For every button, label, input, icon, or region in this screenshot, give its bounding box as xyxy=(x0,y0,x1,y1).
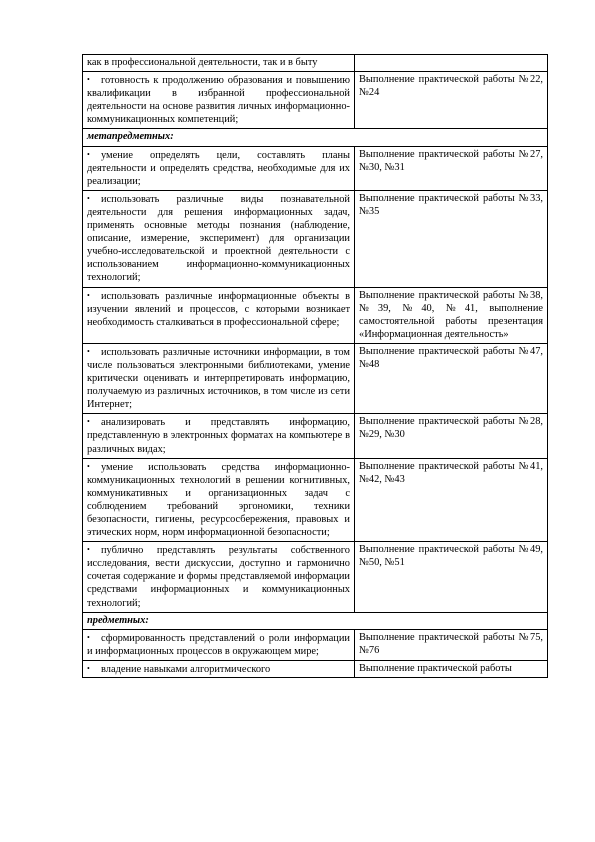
table-row xyxy=(83,458,548,542)
section-heading: метапредметных: xyxy=(83,129,548,146)
competence-text: как в профессиональной деятельности, так и в быту xyxy=(87,57,318,68)
assessment-cell xyxy=(355,146,548,190)
competence-text: использовать различные источники информации, в том числе пользоваться электронными библиотеками, умение критически оценивать и интерпретировать информацию, получаемую из различных источников, в том числе из сети Интернет; xyxy=(87,346,350,411)
bullet-icon: • xyxy=(87,290,90,300)
cut-line xyxy=(87,662,350,675)
assessment-cell xyxy=(355,287,548,343)
competence-text: готовность к продолжению образования и повышению квалификации в избранной профессиональной деятельности на основе развития личных информационно-коммуникационных компетенций; xyxy=(87,75,350,126)
assessment-text: Выполнение практической работы №75, №76 xyxy=(359,631,543,656)
assessment-cell xyxy=(355,629,548,660)
cut-line xyxy=(359,662,543,675)
assessment-cell xyxy=(355,55,548,72)
table-row xyxy=(83,660,548,677)
competence-text: использовать различные информационные объекты в изучении явлений и процессов, с которыми возникает необходимость сталкиваться в профессиональной сфере; xyxy=(87,290,350,328)
bullet-icon: • xyxy=(87,461,90,471)
competence-text: публично представлять результаты собственного исследования, вести дискуссии, доступно и гармонично сочетая содержание и формы представляемой информации средствами информационных и коммуникационных технологий; xyxy=(87,545,350,609)
competence-text: анализировать и представлять информацию, представленную в электронных форматах на компьютере в различных видах; xyxy=(87,417,350,455)
competence-cell xyxy=(83,343,355,413)
assessment-cell xyxy=(355,343,548,413)
assessment-cell xyxy=(355,72,548,129)
competence-text: использовать различные виды познавательной деятельности для решения информационных задач, применять основные методы познания (наблюдение, описание, измерение, эксперимент) для организации учебно-исследовательской и проектной деятельности с использованием информационно-коммуникационных технологий; xyxy=(87,193,350,284)
assessment-cell xyxy=(355,660,548,677)
competence-cell xyxy=(83,629,355,660)
assessment-text: Выполнение практической работы №41, №42, №43 xyxy=(359,460,543,485)
competence-cell xyxy=(83,414,355,458)
table-row xyxy=(83,343,548,413)
table-row xyxy=(83,629,548,660)
assessment-text: Выполнение практической работы №33, №35 xyxy=(359,192,543,217)
section-heading: предметных: xyxy=(83,612,548,629)
table-row xyxy=(83,190,548,287)
competence-cell xyxy=(83,190,355,287)
competence-cell xyxy=(83,72,355,129)
competence-cell xyxy=(83,55,355,72)
document-page xyxy=(82,54,547,678)
table-row xyxy=(83,287,548,343)
assessment-text: Выполнение практической работы №27, №30, №31 xyxy=(359,148,543,173)
competence-cell xyxy=(83,287,355,343)
competence-text: умение определять цели, составлять планы деятельности и определять средства, необходимые для их реализации; xyxy=(87,149,350,187)
assessment-text: Выполнение практической работы №28, №29, №30 xyxy=(359,416,543,441)
assessment-text: Выполнение практической работы №47, №48 xyxy=(359,345,543,370)
bullet-icon: • xyxy=(87,632,90,642)
bullet-icon: • xyxy=(87,149,90,159)
assessment-text: Выполнение практической работы xyxy=(359,662,512,674)
competence-cell xyxy=(83,660,355,677)
assessment-cell xyxy=(355,458,548,542)
assessment-text: Выполнение практической работы №49, №50, №51 xyxy=(359,544,543,569)
results-table xyxy=(82,54,548,678)
competence-cell xyxy=(83,458,355,542)
table-row xyxy=(83,146,548,190)
bullet-icon: • xyxy=(87,545,90,555)
assessment-cell xyxy=(355,542,548,612)
assessment-text: Выполнение практической работы №38, №39, №40, №41, выполнение самостоятельной работы презентация «Информационная деятельность» xyxy=(359,289,543,340)
assessment-cell xyxy=(355,190,548,287)
competence-cell xyxy=(83,542,355,612)
competence-cell xyxy=(83,146,355,190)
bullet-icon: • xyxy=(87,75,90,85)
table-row xyxy=(83,72,548,129)
assessment-text: Выполнение практической работы №22, №24 xyxy=(359,74,543,99)
table-row xyxy=(83,542,548,612)
competence-text: умение использовать средства информационно-коммуникационных технологий в решении когнитивных, коммуникативных и организационных задач с соблюдением требований эргономики, техники безопасности, гигиены, ресурсосбережения, правовых и этических норм, норм информационной безопасности; xyxy=(87,461,350,539)
bullet-icon: • xyxy=(87,346,90,356)
table-row xyxy=(83,414,548,458)
assessment-cell xyxy=(355,414,548,458)
competence-text: сформированность представлений о роли информации и информационных процессов в окружающем мире; xyxy=(87,632,350,657)
bullet-icon: • xyxy=(87,663,90,673)
bullet-icon: • xyxy=(87,193,90,203)
section-row xyxy=(83,612,548,629)
bullet-icon: • xyxy=(87,417,90,427)
competence-text: владение навыками алгоритмического xyxy=(101,663,271,675)
table-row xyxy=(83,55,548,72)
section-row xyxy=(83,129,548,146)
